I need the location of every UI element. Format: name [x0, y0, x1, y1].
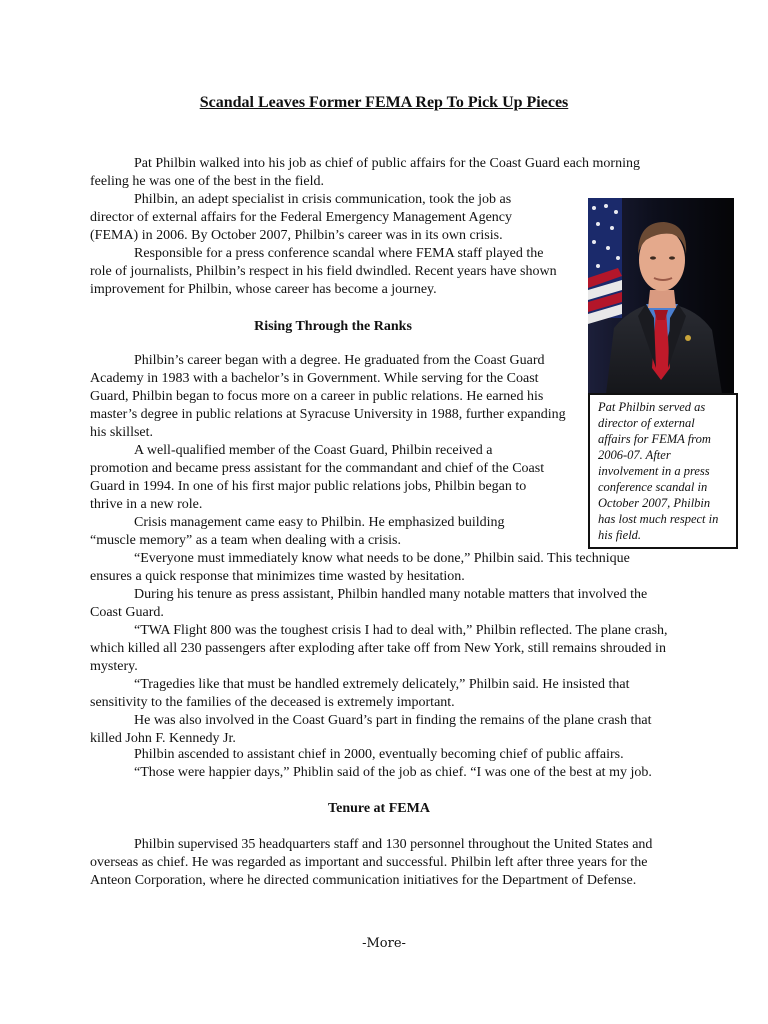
- portrait-photo: [588, 198, 734, 394]
- paragraph-5: A well-qualified member of the Coast Guard, Philbin received a promotion and became press assistant for the commandant and chief of the Coast Guard in 1994. In one of his first major public relations jobs, Philbin began to thrive in a new role.: [90, 443, 545, 512]
- more-footer: -More-: [362, 936, 406, 951]
- paragraph-9: “TWA Flight 800 was the toughest crisis I had to deal with,” Philbin reflected. The plane crash, which killed all 230 passengers after exploding after take off from New York, still remains shrouded in mystery.: [90, 623, 668, 674]
- paragraph-4: Philbin’s career began with a degree. He graduated from the Coast Guard Academy in 1983 with a bachelor’s in Government. While serving for the Coast Guard, Philbin began to focus more on a career in public relations. He earned his master’s degree in public relations at Syracuse University in 1988, further expanding his skillset.: [90, 353, 566, 440]
- paragraph-1: Pat Philbin walked into his job as chief of public affairs for the Coast Guard each morning feeling he was one of the best in the field.: [90, 156, 640, 189]
- flag-graphic: [588, 198, 622, 324]
- paragraph-14: Philbin supervised 35 headquarters staff and 130 personnel throughout the United States and overseas as chief. He was regarded as important and successful. Philbin left after three years for the Anteon Corporation, where he directed communication initiatives for the Department of Defense.: [90, 837, 653, 888]
- paragraph-12: Philbin ascended to assistant chief in 2000, eventually becoming chief of public affairs.: [134, 747, 624, 762]
- paragraph-7: “Everyone must immediately know what needs to be done,” Philbin said. This technique ensures a quick response that minimizes time wasted by hesitation.: [90, 551, 630, 584]
- heading-rising-through-the-ranks: Rising Through the Ranks: [254, 319, 412, 334]
- paragraph-3: Responsible for a press conference scandal where FEMA staff played the role of journalists, Philbin’s respect in his field dwindled. Recent years have shown improvement for Philbin, whose career has become a journey.: [90, 246, 557, 297]
- paragraph-10: “Tragedies like that must be handled extremely delicately,” Philbin said. He insisted that sensitivity to the families of the deceased is extremely important.: [90, 677, 630, 710]
- heading-tenure-at-fema: Tenure at FEMA: [328, 801, 430, 816]
- paragraph-8: During his tenure as press assistant, Philbin handled many notable matters that involved the Coast Guard.: [90, 587, 648, 620]
- paragraph-11: He was also involved in the Coast Guard’s part in finding the remains of the plane crash that killed John F. Kennedy Jr.: [90, 713, 652, 746]
- paragraph-13: “Those were happier days,” Phiblin said of the job as chief. “I was one of the best at my job.: [134, 765, 652, 780]
- photo-caption: Pat Philbin served as director of external affairs for FEMA from 2006-07. After involvement in a press conference scandal in October 2007, Philbin has lost much respect in his field.: [588, 393, 738, 549]
- paragraph-2: Philbin, an adept specialist in crisis communication, took the job as director of external affairs for the Federal Emergency Management Agency (FEMA) in 2006. By October 2007, Philbin’s career was in its own crisis.: [90, 192, 513, 243]
- paragraph-6: Crisis management came easy to Philbin. He emphasized building “muscle memory” as a team when dealing with a crisis.: [90, 515, 505, 548]
- article-title: Scandal Leaves Former FEMA Rep To Pick Up Pieces: [199, 94, 569, 111]
